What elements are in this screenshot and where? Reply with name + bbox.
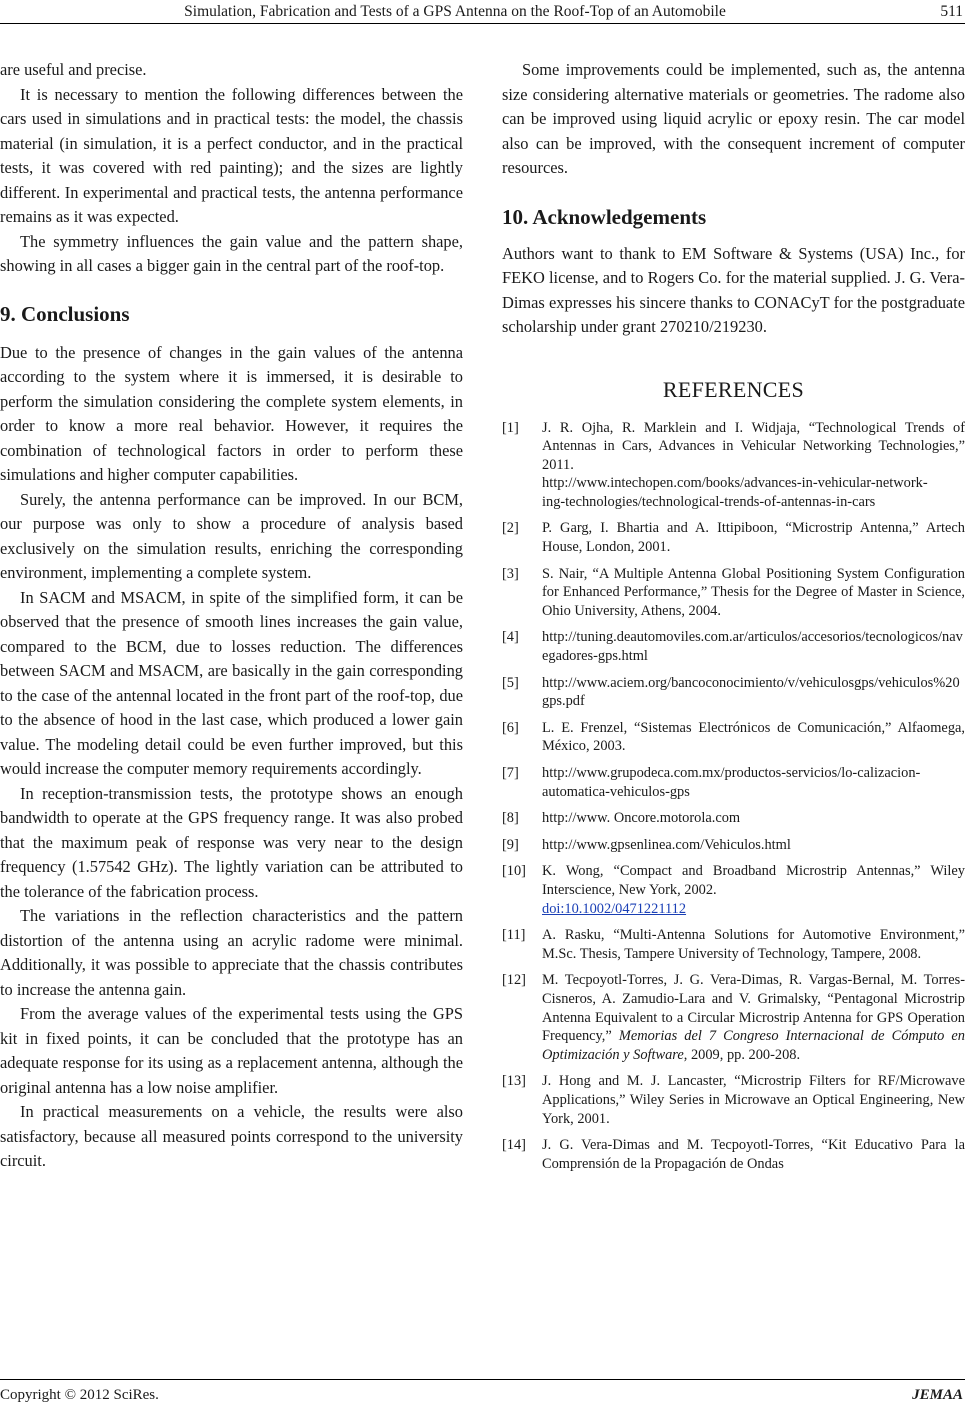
reference-url[interactable]: http://tuning.deautomoviles.com.ar/articulos/accesorios/tecnologicos/navegadores-gps.html: [542, 629, 963, 665]
reference-item: [502, 809, 965, 828]
reference-item: [502, 674, 965, 711]
reference-item: [502, 419, 965, 512]
references-heading: REFERENCES: [662, 376, 805, 402]
header-rule: [0, 23, 965, 24]
footer-rule: [0, 1379, 965, 1380]
reference-text: S. Nair, “A Multiple Antenna Global Positioning System Configuration for Enhanced Performance,” Thesis for the Degree of Master in Science, Ohio University, Athens, 2004.: [542, 565, 965, 619]
reference-item: [502, 565, 965, 621]
section-heading-conclusions: 9. Conclusions: [0, 301, 130, 326]
reference-number: [13]: [502, 1073, 526, 1090]
reference-item: [502, 971, 965, 1064]
paragraph: The variations in the reflection characteristics and the pattern distortion of the antenna using an acrylic radome were minimal. Additionally, it was possible to appreciate that the chassis contributes to increase the antenna gain.: [0, 906, 463, 999]
reference-url[interactable]: http://www.grupodeca.com.mx/productos-servicios/lo-calizacion-automatica-vehiculos-gps: [542, 765, 921, 800]
reference-text: P. Garg, I. Bhartia and A. Ittipiboon, “Microstrip Antenna,” Artech House, London, 2001.: [542, 520, 965, 556]
reference-text: [542, 971, 965, 1064]
doi-link[interactable]: doi:10.1002/0471221112: [542, 900, 687, 917]
reference-url[interactable]: http://www.gpsenlinea.com/Vehiculos.html: [542, 836, 791, 853]
paragraph: Authors want to thank to EM Software & Systems (USA) Inc., for FEKO license, and to Rogers Co. for the material supplied. J. G. Vera-Dimas expresses his sincere thanks to CONACyT for the postgraduate scholarship under grant 270210/219230.: [502, 243, 965, 336]
reference-number: [3]: [502, 565, 519, 582]
page-number: 511: [940, 3, 963, 20]
reference-url[interactable]: http://www. Oncore.motorola.com: [542, 810, 741, 827]
paragraph: From the average values of the experimental tests using the GPS kit in fixed points, it can be concluded that the prototype has an adequate response for its using as a replacement antenna, although the original antenna has a low noise amplifier.: [0, 1004, 463, 1097]
reference-body: J. R. Ojha, R. Marklein and I. Widjaja, “Technological Trends of Antennas in Cars, Advances in Vehicular Networking Technologies,” 2011.: [542, 419, 965, 473]
reference-venue: Memorias del 7 Congreso Internacional de Cómputo en Optimización y Software: [542, 1028, 965, 1063]
reference-number: [12]: [502, 972, 526, 989]
reference-number: [11]: [502, 927, 526, 944]
running-title: Simulation, Fabrication and Tests of a GPS Antenna on the Roof-Top of an Automobile: [184, 3, 726, 20]
reference-text: J. Hong and M. J. Lancaster, “Microstrip Filters for RF/Microwave Applications,” Wiley Series in Microwave an Optical Engineering, New York, 2001.: [542, 1073, 965, 1127]
reference-item: [502, 1072, 965, 1128]
reference-number: [1]: [502, 419, 519, 436]
paragraph: The symmetry influences the gain value and the pattern shape, showing in all cases a bigger gain in the central part of the roof-top.: [0, 231, 463, 275]
paragraph: It is necessary to mention the following differences between the cars used in simulations and in practical tests: the model, the chassis material (in simulation, it is a perfect conductor, and in the practical tests, it was covered with red painting); and the sizes are lightly different. In experimental and practical tests, the antenna performance remains as it was expected.: [0, 84, 463, 226]
reference-item: [502, 764, 965, 801]
paragraph: In practical measurements on a vehicle, the results were also satisfactory, because all measured points correspond to the university circuit.: [0, 1102, 463, 1170]
reference-item: [502, 1136, 965, 1173]
reference-url[interactable]: http://www.intechopen.com/books/advances-in-vehicular-network-: [542, 475, 928, 492]
reference-text: J. G. Vera-Dimas and M. Tecpoyotl-Torres, “Kit Educativo Para la Comprensión de la Propagación de Ondas: [542, 1137, 965, 1172]
reference-text: [542, 419, 965, 512]
journal-abbrev: JEMAA: [912, 1387, 963, 1403]
reference-number: [5]: [502, 674, 519, 691]
paragraph: are useful and precise.: [0, 60, 147, 79]
page-footer: [0, 1379, 965, 1403]
reference-number: [6]: [502, 719, 519, 736]
reference-list: [502, 419, 965, 1174]
copyright-notice: Copyright © 2012 SciRes.: [0, 1387, 159, 1403]
reference-url[interactable]: http://www.aciem.org/bancoconocimiento/v/vehiculosgps/vehiculos%20gps.pdf: [542, 674, 960, 710]
reference-body: K. Wong, “Compact and Broadband Microstrip Antennas,” Wiley Interscience, New York, 2002.: [542, 863, 965, 898]
reference-text: [542, 862, 965, 918]
reference-item: [502, 719, 965, 756]
reference-text: A. Rasku, “Multi-Antenna Solutions for Automotive Environment,” M.Sc. Thesis, Tampere University of Technology, Tampere, 2008.: [542, 927, 965, 962]
reference-number: [8]: [502, 810, 519, 827]
reference-item: [502, 836, 965, 855]
right-column: [502, 58, 965, 1181]
section-heading-acknowledgements: 10. Acknowledgements: [502, 204, 707, 229]
paragraph: In reception-transmission tests, the prototype shows an enough bandwidth to operate at the GPS frequency range. It was also probed that the maximum peak of response was very near to the design frequency (1.57542 GHz). The lightly variation can be attributed to the tolerance of the fabrication process.: [0, 783, 463, 901]
reference-number: [9]: [502, 836, 519, 853]
paragraph: Some improvements could be implemented, such as, the antenna size considering alternative materials or geometries. The radome also can be improved using liquid acrylic or epoxy resin. The car model also can be improved, with the consequent increment of computer resources.: [502, 60, 965, 177]
reference-item: [502, 628, 965, 665]
reference-item: [502, 926, 965, 963]
paragraph: Due to the presence of changes in the gain values of the antenna according to the system where it is immersed, it is desirable to perform the simulation considering the complete system elements, in order to know a more real behavior. However, it requires the combination of technological factors in order to perform these simulations and higher computer capabilities.: [0, 342, 463, 484]
reference-item: [502, 519, 965, 556]
reference-body: M. Tecpoyotl-Torres, J. G. Vera-Dimas, R. Vargas-Bernal, M. Torres-Cisneros, A. Zamudio-Lara and V. Grimalsky, “Pentagonal Microstrip Antenna Equivalent to a Circular Microstrip Antenna for GPS Operation Frequency,”: [542, 972, 965, 1045]
reference-body: , 2009, pp. 200-208.: [683, 1046, 801, 1063]
reference-url[interactable]: ing-technologies/technological-trends-of-antennas-in-cars: [542, 493, 876, 510]
reference-number: [10]: [502, 863, 526, 880]
reference-item: [502, 862, 965, 918]
reference-number: [4]: [502, 629, 519, 646]
paragraph: In SACM and MSACM, in spite of the simplified form, it can be observed that the presence of smooth lines increases the gain value, compared to the BCM, due to losses reduction. The differences between SACM and MSACM, are basically in the gain corresponding to the case of the antennal located in the front part of the roof-top, due to the absence of hood in the last case, which produced a lower gain value. The modeling detail could be even further improved, but this would increase the computer memory requirements accordingly.: [0, 587, 463, 778]
paragraph: Surely, the antenna performance can be improved. In our BCM, our purpose was only to show a procedure of analysis based exclusively on the simulation results, enriching the corresponding environment, implementing a complete system.: [0, 489, 463, 582]
reference-number: [2]: [502, 520, 519, 537]
reference-number: [7]: [502, 765, 519, 781]
left-column: [0, 58, 463, 1174]
reference-number: [14]: [502, 1137, 526, 1154]
page-header: [0, 0, 965, 22]
reference-text: L. E. Frenzel, “Sistemas Electrónicos de Comunicación,” Alfaomega, México, 2003.: [542, 719, 965, 755]
